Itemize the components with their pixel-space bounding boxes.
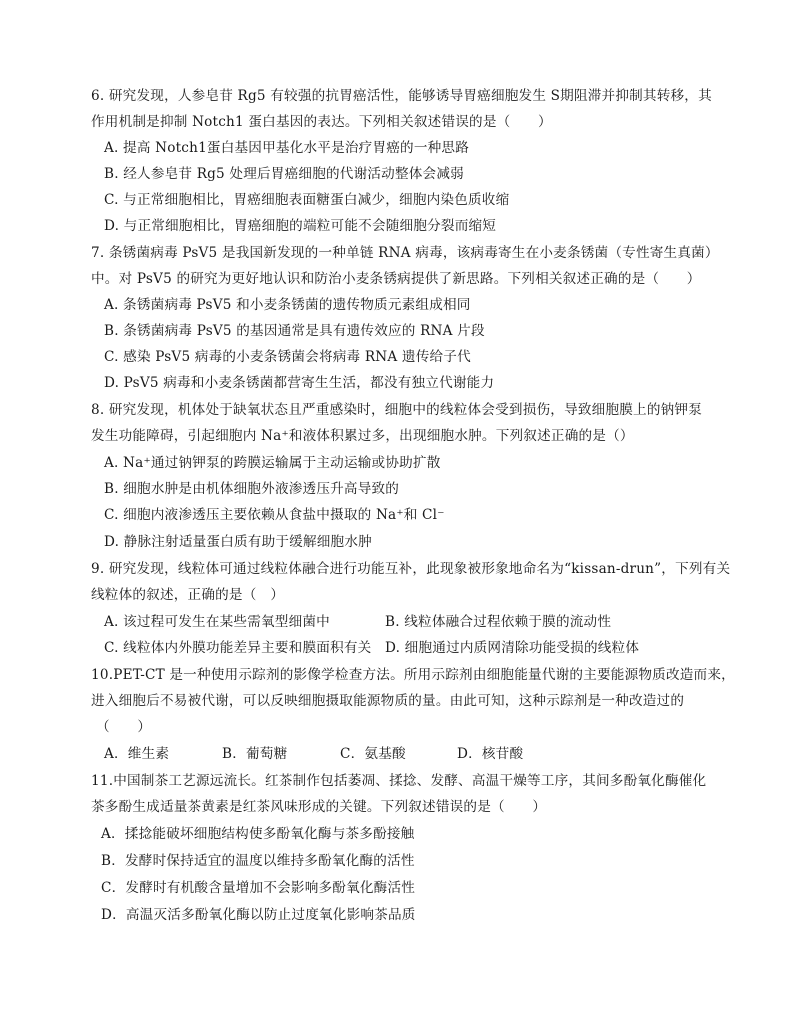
option-b: B．发酵时保持适宜的温度以维持多酚氧化酶的活性 — [101, 853, 415, 869]
option-b: B. 细胞水肿是由机体细胞外液渗透压升高导致的 — [104, 481, 400, 497]
option-c: C．发酵时有机酸含量增加不会影响多酚氧化酶活性 — [101, 880, 416, 896]
option-c: C．氨基酸 — [340, 746, 406, 762]
answer-blank: （ ） — [96, 719, 152, 735]
option-b: B．葡萄糖 — [222, 746, 288, 762]
question-stem: 作用机制是抑制 Notch1 蛋白基因的表达。下列相关叙述错误的是（ ） — [91, 114, 552, 130]
option-a: A. Na⁺通过钠钾泵的跨膜运输属于主动运输或协助扩散 — [104, 455, 441, 471]
option-d: D．高温灭活多酚氧化酶以防止过度氧化影响茶品质 — [101, 907, 416, 923]
question-stem: 进入细胞后不易被代谢，可以反映细胞摄取能源物质的量。由此可知，这种示踪剂是一种改造过的 — [91, 693, 685, 709]
option-c: C. 细胞内液渗透压主要依赖从食盐中摄取的 Na⁺和 Cl⁻ — [104, 507, 445, 523]
option-d: D．核苷酸 — [457, 746, 524, 762]
question-stem: 9. 研究发现，线粒体可通过线粒体融合进行功能互补，此现象被形象地命名为“kissan-drun”，下列有关 — [91, 561, 731, 577]
option-d: D. 静脉注射适量蛋白质有助于缓解细胞水肿 — [104, 534, 372, 550]
question-stem: 7. 条锈菌病毒 PsV5 是我国新发现的一种单链 RNA 病毒，该病毒寄生在小麦条锈菌（专性寄生真菌） — [91, 245, 719, 261]
question-stem: 中。对 PsV5 的研究为更好地认识和防治小麦条锈病提供了新思路。下列相关叙述正确的是（ ） — [91, 271, 701, 287]
option-c: C. 线粒体内外膜功能差异主要和膜面积有关 — [104, 640, 372, 656]
option-a: A．维生素 — [104, 746, 170, 762]
option-a: A. 条锈菌病毒 PsV5 和小麦条锈菌的遗传物质元素组成相同 — [104, 297, 471, 313]
option-d: D. PsV5 病毒和小麦条锈菌都营寄生生活，都没有独立代谢能力 — [104, 375, 495, 391]
question-stem: 线粒体的叙述，正确的是（ ） — [91, 587, 285, 603]
question-stem: 10.PET-CT 是一种使用示踪剂的影像学检查方法。所用示踪剂由细胞能量代谢的主要能源物质改造而来， — [91, 667, 735, 683]
option-b: B. 条锈菌病毒 PsV5 的基因通常是具有遗传效应的 RNA 片段 — [104, 323, 485, 339]
option-b: B. 经人参皂苷 Rg5 处理后胃癌细胞的代谢活动整体会减弱 — [104, 166, 464, 182]
option-d: D. 细胞通过内质网清除功能受损的线粒体 — [385, 640, 640, 656]
option-c: C. 与正常细胞相比，胃癌细胞表面糖蛋白减少，细胞内染色质收缩 — [104, 192, 510, 208]
question-stem: 6. 研究发现，人参皂苷 Rg5 有较强的抗胃癌活性，能够诱导胃癌细胞发生 S期阻滞并抑制其转移，其 — [91, 88, 712, 104]
question-stem: 8. 研究发现，机体处于缺氧状态且严重感染时，细胞中的线粒体会受到损伤，导致细胞膜上的钠钾泵 — [91, 402, 703, 418]
question-stem: 茶多酚生成适量茶黄素是红茶风味形成的关键。下列叙述错误的是（ ） — [91, 799, 547, 815]
option-d: D. 与正常细胞相比，胃癌细胞的端粒可能不会随细胞分裂而缩短 — [104, 218, 497, 234]
option-a: A．揉捻能破坏细胞结构使多酚氧化酶与茶多酚接触 — [101, 826, 415, 842]
question-stem: 11.中国制茶工艺源远流长。红茶制作包括萎凋、揉捻、发酵、高温干燥等工序，其间多酚氧化酶催化 — [91, 773, 707, 789]
option-a: A. 提高 Notch1蛋白基因甲基化水平是治疗胃癌的一种思路 — [104, 140, 470, 156]
option-a: A. 该过程可发生在某些需氧型细菌中 — [104, 614, 330, 630]
option-b: B. 线粒体融合过程依赖于膜的流动性 — [385, 614, 612, 630]
option-c: C. 感染 PsV5 病毒的小麦条锈菌会将病毒 RNA 遗传给子代 — [104, 349, 471, 365]
question-stem: 发生功能障碍，引起细胞内 Na⁺和液体积累过多，出现细胞水肿。下列叙述正确的是（） — [91, 428, 634, 444]
